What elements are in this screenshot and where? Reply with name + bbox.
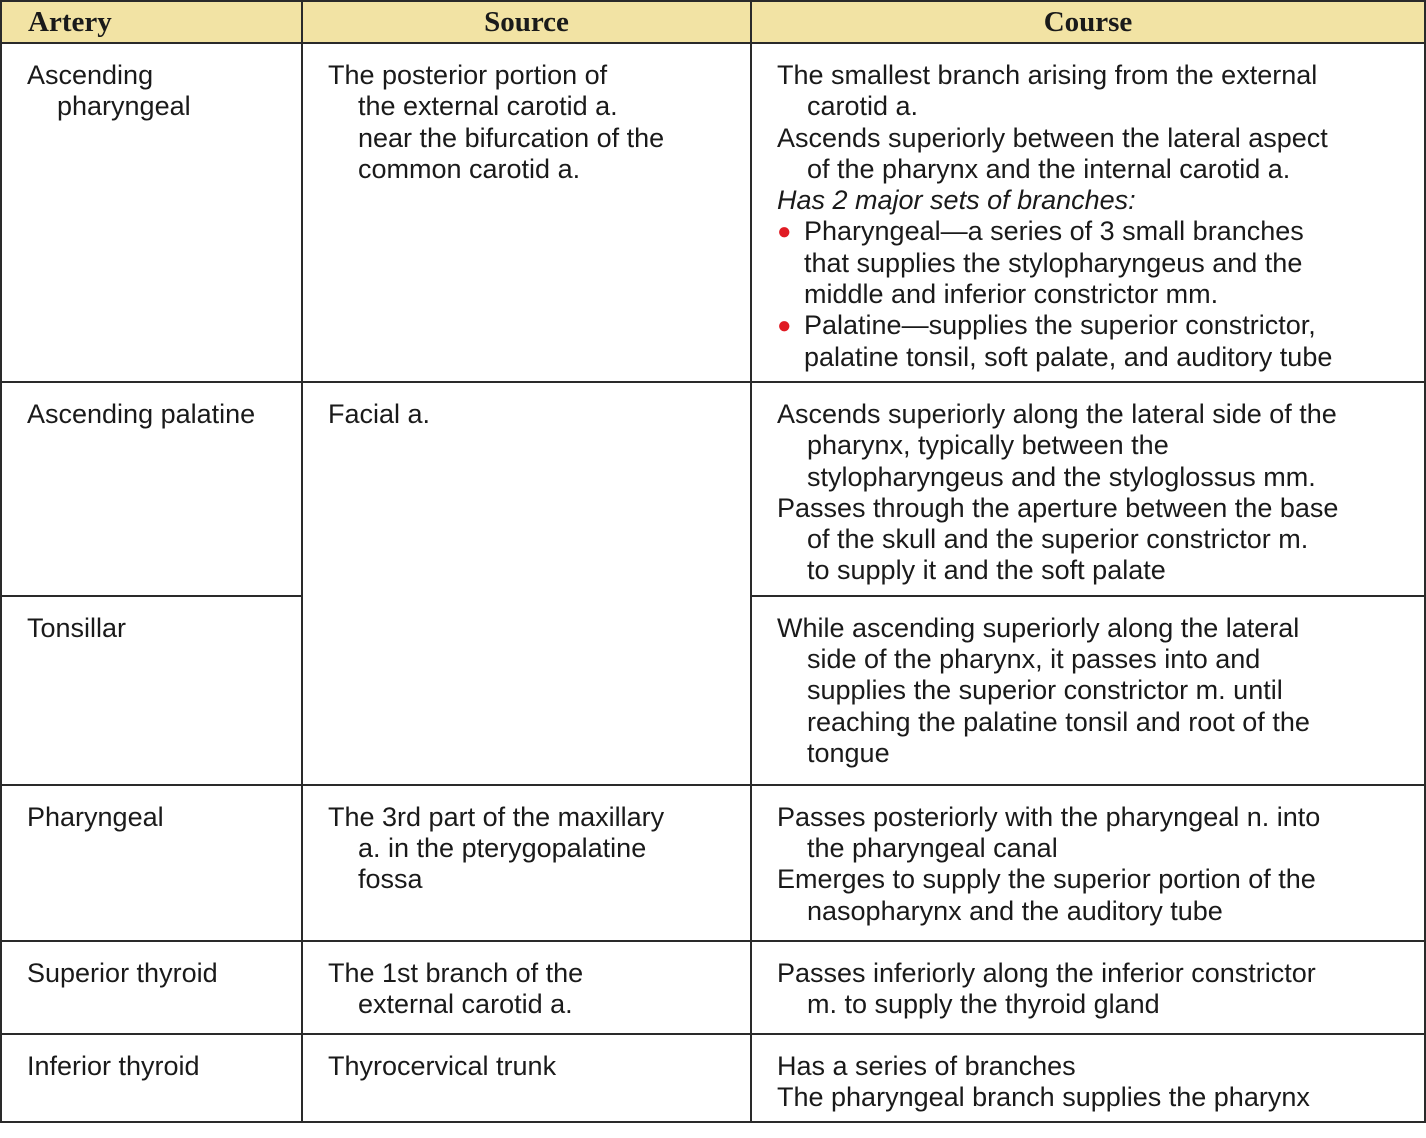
source-cell	[302, 1034, 751, 1123]
artery-name	[27, 60, 295, 123]
course-line: side of the pharynx, it passes into and	[807, 644, 1261, 675]
bullet-line: that supplies the stylopharyngeus and the	[804, 247, 1303, 278]
artery-cell	[1, 43, 302, 382]
course-cell	[751, 785, 1425, 941]
course-paragraph: The pharyngeal branch supplies the pharynx	[777, 1082, 1310, 1113]
header-course: Course	[751, 1, 1425, 43]
artery-name: Superior thyroid	[27, 957, 218, 988]
header-row	[1, 1, 1425, 43]
header-source: Source	[302, 1, 751, 43]
source-text	[328, 802, 744, 896]
course-paragraph	[777, 399, 1418, 493]
artery-name: Tonsillar	[27, 612, 127, 643]
course-line: Ascends superiorly along the lateral side of the	[777, 398, 1337, 429]
course-line: carotid a.	[807, 91, 919, 122]
source-line: the external carotid a.	[358, 91, 618, 122]
source-cell	[302, 382, 751, 785]
artery-name-line: pharyngeal	[57, 91, 191, 122]
source-cell	[302, 941, 751, 1034]
course-line: Passes posteriorly with the pharyngeal n. into	[777, 801, 1321, 832]
course-paragraph	[777, 493, 1418, 587]
course-line: reaching the palatine tonsil and root of the	[807, 706, 1310, 737]
course-line: m. to supply the thyroid gland	[807, 989, 1160, 1020]
artery-name: Pharyngeal	[27, 801, 164, 832]
bullet-item	[777, 216, 1418, 310]
source-cell	[302, 43, 751, 382]
course-paragraph	[777, 802, 1418, 865]
artery-cell	[1, 382, 302, 596]
course-line: the pharyngeal canal	[807, 833, 1058, 864]
course-cell	[751, 43, 1425, 382]
course-paragraph: Has a series of branches	[777, 1050, 1076, 1081]
header-artery: Artery	[1, 1, 302, 43]
course-line: pharynx, typically between the	[807, 430, 1169, 461]
table-row	[1, 941, 1425, 1034]
course-line: Emerges to supply the superior portion of the	[777, 864, 1316, 895]
course-line: supplies the superior constrictor m. until	[807, 675, 1283, 706]
source-text	[328, 958, 744, 1021]
course-line: Passes inferiorly along the inferior constrictor	[777, 957, 1316, 988]
source-text: Facial a.	[328, 398, 431, 429]
course-line: of the pharynx and the internal carotid a.	[807, 153, 1291, 184]
course-cell	[751, 382, 1425, 596]
table-row	[1, 382, 1425, 596]
artery-name: Inferior thyroid	[27, 1050, 200, 1081]
course-paragraph	[777, 613, 1418, 769]
bullet-item	[777, 310, 1418, 373]
course-line: Ascends superiorly between the lateral aspect	[777, 122, 1328, 153]
course-line: of the skull and the superior constrictor m.	[807, 524, 1309, 555]
course-cell	[751, 1034, 1425, 1123]
source-line: fossa	[358, 864, 423, 895]
bullet-line: middle and inferior constrictor mm.	[804, 279, 1219, 310]
artery-name: Ascending palatine	[27, 398, 256, 429]
source-text	[328, 60, 744, 185]
course-line: Passes through the aperture between the base	[777, 492, 1339, 523]
course-paragraph	[777, 60, 1418, 123]
course-line: nasopharynx and the auditory tube	[807, 895, 1223, 926]
bullet-line: palatine tonsil, soft palate, and auditory tube	[804, 341, 1333, 372]
artery-cell	[1, 596, 302, 785]
source-line: The 3rd part of the maxillary	[328, 801, 665, 832]
source-cell	[302, 785, 751, 941]
course-line: tongue	[807, 737, 890, 768]
source-line: near the bifurcation of the	[358, 122, 665, 153]
artery-name-line: Ascending	[27, 60, 154, 90]
table-body	[1, 43, 1425, 1122]
bullet-line: Palatine—supplies the superior constrictor,	[804, 310, 1316, 341]
source-line: external carotid a.	[358, 989, 573, 1020]
artery-cell	[1, 1034, 302, 1123]
course-paragraph	[777, 123, 1418, 186]
course-line: The smallest branch arising from the external	[777, 60, 1318, 90]
table-header	[1, 1, 1425, 43]
table-row	[1, 1034, 1425, 1123]
bullet-dot-icon: ●	[777, 218, 792, 246]
course-line: to supply it and the soft palate	[807, 555, 1166, 586]
course-cell	[751, 941, 1425, 1034]
course-line: stylopharyngeus and the styloglossus mm.	[807, 461, 1316, 492]
artery-cell	[1, 941, 302, 1034]
bullet-text	[804, 216, 1304, 310]
bullet-text	[804, 310, 1332, 373]
course-paragraph	[777, 864, 1418, 927]
artery-cell	[1, 785, 302, 941]
source-line: The 1st branch of the	[328, 957, 584, 988]
source-line: common carotid a.	[358, 153, 581, 184]
bullet-dot-icon: ●	[777, 312, 792, 340]
source-text: Thyrocervical trunk	[328, 1050, 557, 1081]
bullet-line: Pharyngeal—a series of 3 small branches	[804, 216, 1304, 247]
source-line: The posterior portion of	[328, 60, 608, 90]
branches-heading: Has 2 major sets of branches:	[777, 185, 1136, 216]
course-line: While ascending superiorly along the lateral	[777, 612, 1300, 643]
course-paragraph	[777, 958, 1418, 1021]
table-row	[1, 43, 1425, 382]
table-row	[1, 785, 1425, 941]
source-line: a. in the pterygopalatine	[358, 833, 647, 864]
course-cell	[751, 596, 1425, 785]
